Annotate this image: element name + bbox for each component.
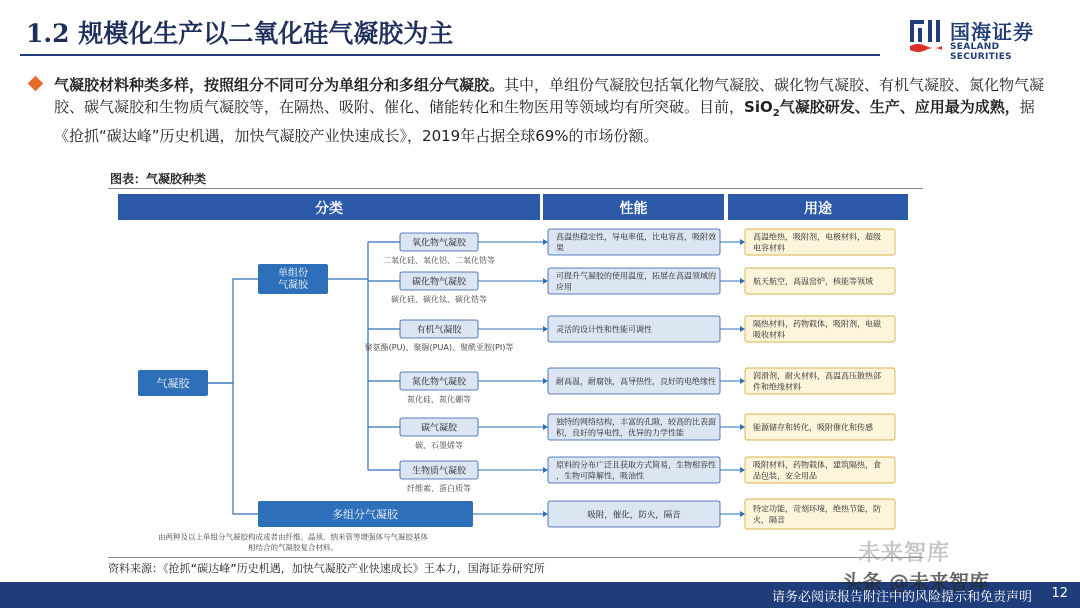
logo-english-name: SEALAND SECURITIES — [950, 42, 1012, 62]
perf-text-5: 原料的分布广泛且获取方式简易，生物相容性，生物可降解性，吸油性 — [556, 460, 716, 481]
type-subtext-5: 纤维素、蛋白质等 — [407, 484, 471, 493]
arrow-perf-5 — [543, 467, 548, 473]
arrow-perf-1 — [543, 278, 548, 284]
arrow-perf-4 — [543, 424, 548, 430]
source-rule — [108, 557, 923, 558]
use-text-4: 能源储存和转化，吸附催化和传感 — [753, 422, 873, 432]
multi-use-text: 特定功能，苛刻环境，绝热节能，防火，隔音 — [753, 504, 881, 525]
type-subtext-2: 聚氨酯(PU)、聚脲(PUA)、聚酰亚胺(PI)等 — [364, 343, 514, 352]
perf-text-0: 高温热稳定性，导电率低，比电容高，吸附效果 — [556, 232, 716, 253]
arrow-perf-0 — [543, 239, 548, 245]
company-logo — [908, 14, 1058, 60]
type-node-label-5: 生物质气凝胶 — [411, 466, 467, 477]
use-text-3: 润滑剂，耐火材料，高温高压散热部件和绝缘材料 — [753, 371, 881, 392]
perf-text-2: 灵活的设计性和性能可调性 — [556, 324, 652, 334]
intro-bold-2b: 气凝胶研发、生产、应用最为成熟， — [779, 98, 1020, 116]
root-node-label: 气凝胶 — [156, 377, 190, 390]
logo-chinese-name: 国海证券 — [950, 20, 1034, 44]
arrow-multi-use — [740, 511, 745, 517]
watermark-text: 未来智库 — [858, 541, 951, 566]
type-node-label-1: 碳化物气凝胶 — [411, 277, 467, 288]
connector-root-multi — [208, 383, 258, 514]
aerogel-classification-diagram — [108, 192, 923, 556]
perf-text-4: 独特的网络结构，丰富的孔隙，较高的比表面积，良好的导电性，优异的力学性能 — [556, 417, 716, 438]
arrow-multi-perf — [543, 511, 548, 517]
use-text-1: 航天航空，高温窑炉，核能等领域 — [753, 276, 873, 286]
use-text-5: 吸附材料，药物载体，建筑隔热，食品包装，安全用品 — [753, 460, 881, 481]
intro-bold-2-subscript: 2 — [772, 108, 780, 119]
use-text-2: 隔热材料，药物载体，吸附剂，电磁吸收材料 — [753, 319, 881, 340]
arrow-perf-3 — [543, 378, 548, 384]
arrow-perf-2 — [543, 326, 548, 332]
column-header-label-2: 用途 — [804, 201, 832, 217]
column-header-label-1: 性能 — [619, 201, 648, 217]
multi-component-note: 由两种及以上单组分气凝胶构成或者由纤维、晶须、纳米管等增强体与气凝胶基体相结合的气凝胶复合材料。 — [158, 532, 428, 552]
figure-source: 资料来源：《抢抓“碳达峰”历史机遇，加快气凝胶产业快速成长》王本力，国海证券研究所 — [108, 562, 545, 575]
intro-paragraph — [54, 74, 1059, 147]
page-number: 12 — [1051, 586, 1068, 601]
intro-text-2: 据《抢抓“碳达峰”历史机遇，加快气凝胶产业快速成长》，2019年占据全球69%的市场份额。 — [54, 98, 1035, 145]
figure-caption: 图表：气凝胶种类 — [110, 172, 207, 186]
type-subtext-4: 碳、石墨烯等 — [415, 441, 463, 450]
connector-root-single — [208, 279, 258, 383]
arrow-use-5 — [740, 467, 745, 473]
perf-text-3: 耐高温，耐腐蚀，高导热性，良好的电绝缘性 — [556, 376, 716, 386]
page-title: 1.2 规模化生产以二氧化硅气凝胶为主 — [26, 19, 454, 48]
arrow-use-4 — [740, 424, 745, 430]
arrow-use-3 — [740, 378, 745, 384]
arrow-use-0 — [740, 239, 745, 245]
intro-bold-1: 气凝胶材料种类多样，按照组分不同可分为单组分和多组分气凝胶。 — [54, 76, 505, 94]
arrow-use-2 — [740, 326, 745, 332]
arrow-use-1 — [740, 278, 745, 284]
type-node-label-3: 氮化物气凝胶 — [411, 377, 467, 388]
title-divider — [20, 54, 880, 56]
multi-perf-text: 吸附，催化，防火，隔音 — [587, 510, 681, 521]
perf-text-1: 可提升气凝胶的使用温度，拓展在高温领域的应用 — [556, 271, 716, 292]
type-subtext-1: 碳化硅、碳化钛、碳化锆等 — [391, 295, 487, 304]
type-node-label-0: 氧化物气凝胶 — [411, 238, 467, 249]
multi-component-label: 多组分气凝胶 — [332, 508, 398, 521]
intro-text-1: 其中，单组份气凝胶包括氧化物气凝胶、碳化物气凝胶、有机气凝胶、氮化物气凝胶、碳气凝胶和生物质气凝胶等，在隔热、吸附、催化、储能转化和生物医用等领域均有所突破。目前， — [54, 76, 1045, 116]
use-text-0: 高温绝热，吸附剂，电极材料，超级电容材料 — [753, 232, 881, 253]
footer-disclaimer: 请务必阅读报告附注中的风险提示和免责声明 — [771, 590, 1032, 605]
type-subtext-3: 氮化硅、氮化硼等 — [407, 395, 471, 404]
type-node-label-2: 有机气凝胶 — [416, 325, 462, 336]
single-component-label: 单组份气凝胶 — [278, 268, 308, 291]
type-node-label-4: 碳气凝胶 — [420, 423, 458, 434]
figure-top-rule — [108, 188, 923, 189]
watermark-toutiao: 头条 @未来智库 — [842, 570, 989, 594]
intro-bold-2a: SiO — [744, 98, 773, 116]
bullet-diamond-icon — [28, 76, 44, 92]
type-subtext-0: 二氧化硅、氧化铝、二氧化锆等 — [383, 256, 495, 265]
column-header-label-0: 分类 — [315, 201, 343, 217]
sealand-logo-icon — [908, 16, 944, 56]
